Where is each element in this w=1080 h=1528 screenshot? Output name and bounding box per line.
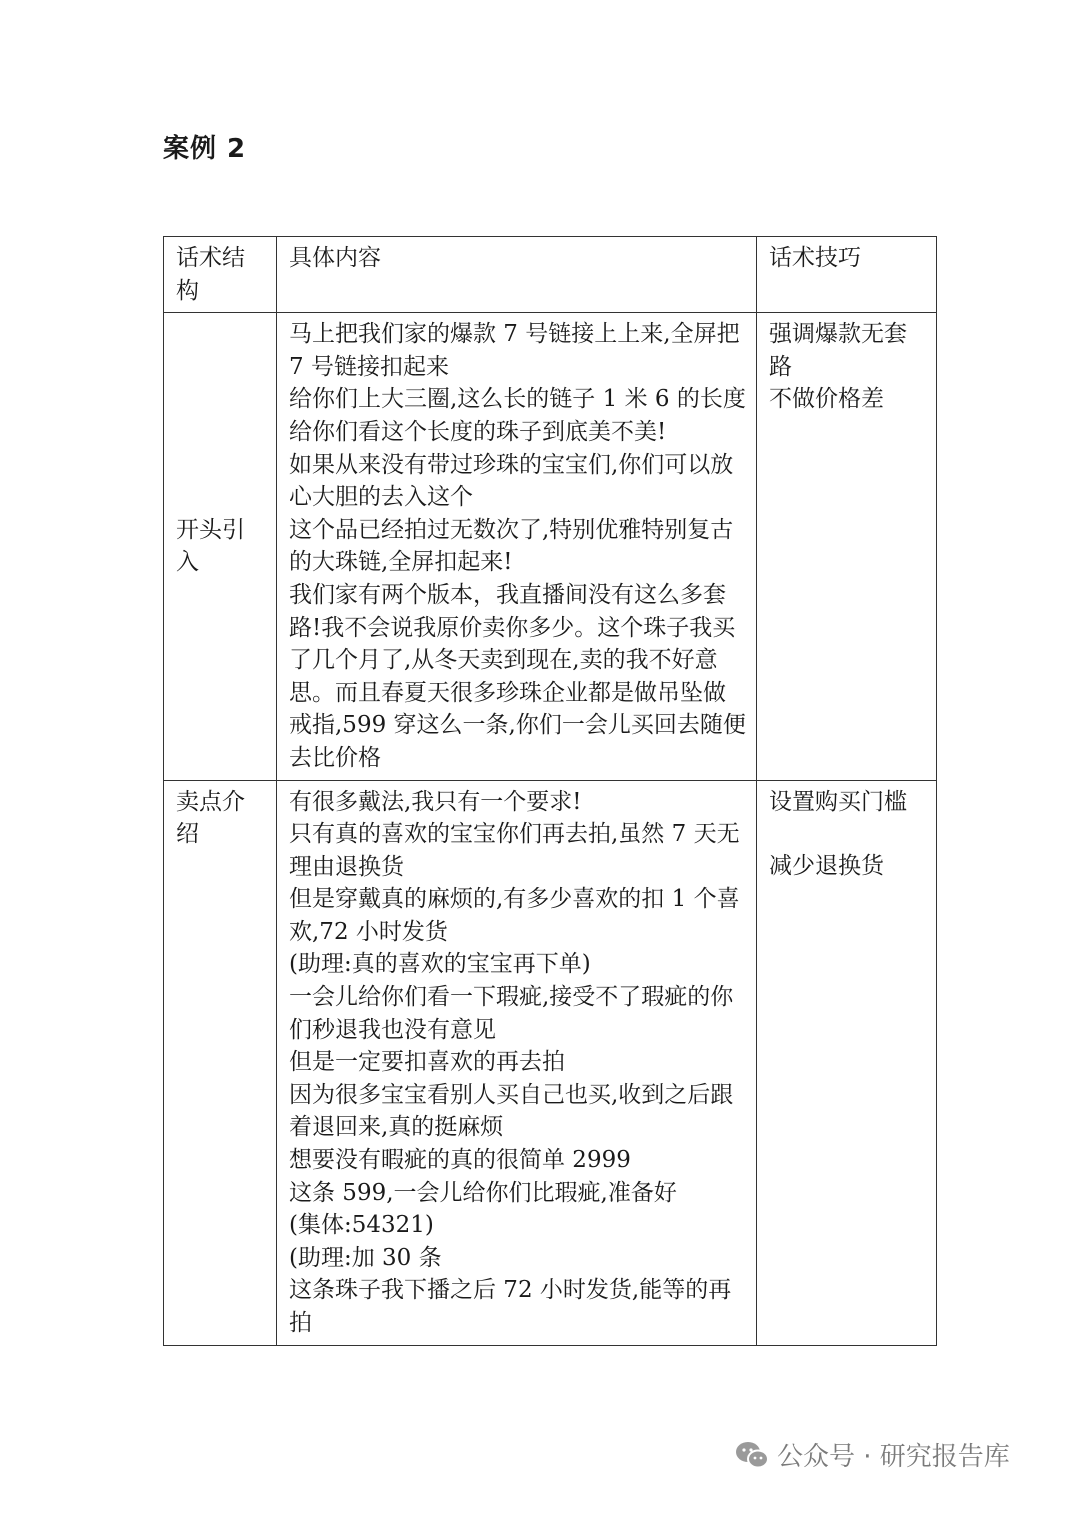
content-cell-selling-points — [277, 780, 757, 1345]
content-line: 马上把我们家的爆款 7 号链接上上来,全屏把 7 号链接扣起来 — [289, 321, 747, 380]
content-line: 想要没有暇疵的真的很简单 2999 — [289, 1147, 631, 1174]
content-line: (助理:加 30 条 — [289, 1244, 442, 1271]
content-line: 但是穿戴真的麻烦的,有多少喜欢的扣 1 个喜欢,72 小时发货 — [289, 886, 740, 945]
technique-spacer — [769, 818, 926, 850]
content-line: 因为很多宝宝看别人买自己也买,收到之后跟着退回来,真的挺麻烦 — [289, 1081, 734, 1141]
wechat-icon — [735, 1440, 769, 1470]
table-row — [164, 313, 937, 780]
technique-line: 减少退换货 — [769, 853, 884, 880]
technique-line: 设置购买门槛 — [769, 788, 907, 815]
content-line: (助理:真的喜欢的宝宝再下单) — [289, 951, 591, 978]
table-row — [164, 780, 937, 1345]
table-header-row — [164, 237, 937, 313]
content-line: 这条 599,一会儿给你们比瑕疵,准备好 — [289, 1179, 677, 1206]
content-line: (集体:54321) — [289, 1212, 434, 1239]
content-line: 只有真的喜欢的宝宝你们再去拍,虽然 7 天无理由退换货 — [289, 821, 740, 880]
watermark — [735, 1436, 1010, 1473]
content-line: 如果从来没有带过珍珠的宝宝们,你们可以放心大胆的去入这个 — [289, 451, 734, 511]
header-content: 具体内容 — [277, 237, 757, 313]
technique-line: 强调爆款无套路 — [769, 321, 907, 380]
page-heading: 案例 2 — [163, 134, 247, 164]
content-line: 给你们上大三圈,这么长的链子 1 米 6 的长度 — [289, 386, 746, 413]
structure-cell-opening: 开头引入 — [164, 313, 277, 780]
content-line: 有很多戴法,我只有一个要求! — [289, 788, 582, 815]
header-structure: 话术结构 — [164, 237, 277, 313]
technique-cell-selling-points — [757, 780, 937, 1345]
watermark-text: 公众号 · 研究报告库 — [777, 1442, 1010, 1472]
content-line: 这条珠子我下播之后 72 小时发货,能等的再拍 — [289, 1277, 732, 1336]
technique-cell-opening — [757, 313, 937, 780]
content-line: 这个品已经拍过无数次了,特别优雅特别复古的大珠链,全屏扣起来! — [289, 516, 734, 576]
content-cell-opening — [277, 313, 757, 780]
header-technique: 话术技巧 — [757, 237, 937, 313]
content-line: 我们家有两个版本，我直播间没有这么多套路!我不会说我原价卖你多少。这个珠子我买了几个月了,从冬天卖到现在,卖的我不好意思。而且春夏天很多珍珠企业都是做吊坠做戒指,599 穿这么一条,你们一会儿买回去随便去比价格 — [289, 581, 746, 771]
content-line: 给你们看这个长度的珠子到底美不美! — [289, 418, 667, 445]
technique-line: 不做价格差 — [769, 386, 884, 413]
content-line: 但是一定要扣喜欢的再去拍 — [289, 1049, 565, 1076]
content-line: 一会儿给你们看一下瑕疵,接受不了瑕疵的你们秒退我也没有意见 — [289, 984, 734, 1043]
structure-cell-selling-points: 卖点介绍 — [164, 780, 277, 1345]
sales-script-table — [163, 236, 937, 1346]
